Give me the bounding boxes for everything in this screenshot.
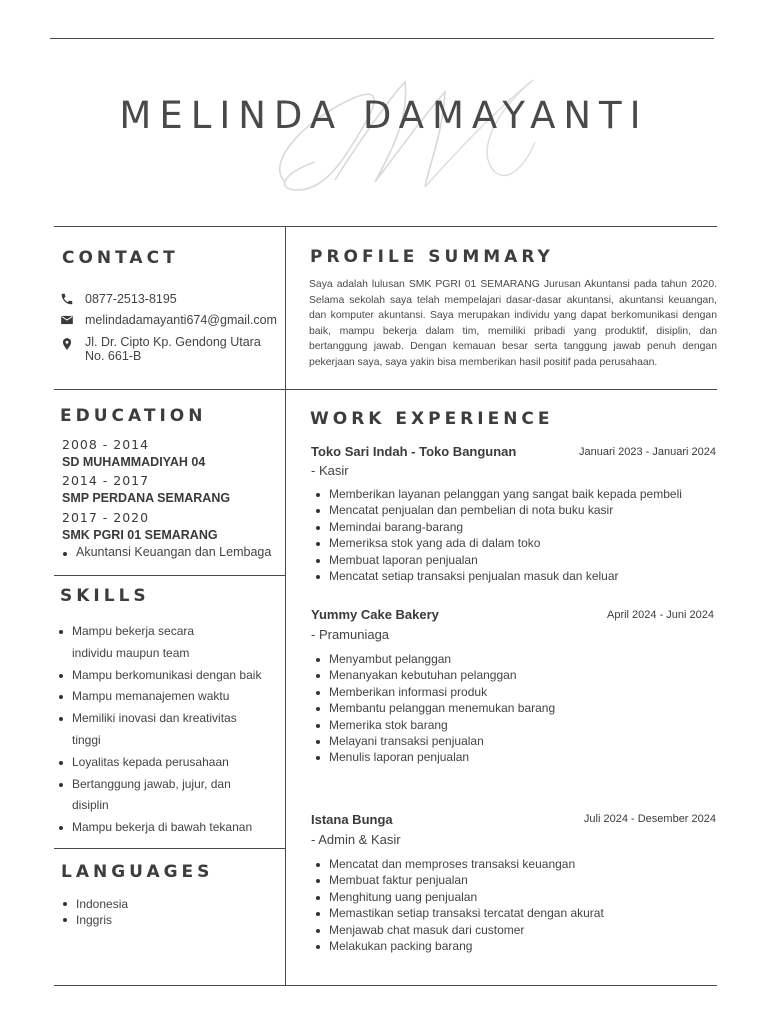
languages-list — [60, 896, 128, 928]
job-role: - Admin & Kasir — [311, 832, 401, 847]
list-item: Mampu berkomunikasi dengan baik — [56, 665, 281, 687]
list-item: Melayani transaksi penjualan — [313, 733, 723, 749]
education-details — [60, 545, 271, 559]
job-company: Istana Bunga — [311, 812, 393, 827]
email-text: melindadamayanti674@gmail.com — [85, 313, 277, 327]
education-years: 2008 - 2014 — [62, 437, 150, 452]
work-title: WORK EXPERIENCE — [310, 409, 554, 429]
list-item: Memerika stok barang — [313, 717, 723, 733]
column-divider — [285, 226, 286, 986]
contact-phone — [60, 292, 177, 306]
list-item: Mampu bekerja di bawah tekanan — [56, 817, 281, 839]
address-line-2: No. 661-B — [85, 348, 142, 363]
left-divider-skills — [54, 848, 285, 849]
contact-address — [60, 336, 261, 363]
job-tasks — [313, 651, 723, 766]
education-school: SD MUHAMMADIYAH 04 — [62, 455, 206, 469]
job-date: Januari 2023 - Januari 2024 — [579, 446, 716, 458]
top-rule — [50, 38, 714, 39]
list-item: Membantu pelanggan menemukan barang — [313, 700, 723, 716]
list-item: Menyambut pelanggan — [313, 651, 723, 667]
languages-title: LANGUAGES — [61, 862, 213, 882]
job-company: Toko Sari Indah - Toko Bangunan — [311, 444, 517, 459]
list-item: Bertanggung jawab, jujur, dan disiplin — [56, 774, 246, 818]
list-item: Membuat laporan penjualan — [313, 552, 723, 568]
list-item: Memastikan setiap transaksi tercatat dengan akurat — [313, 905, 723, 921]
education-years: 2014 - 2017 — [62, 473, 150, 488]
job-role: - Kasir — [311, 463, 349, 478]
list-item: Memeriksa stok yang ada di dalam toko — [313, 535, 723, 551]
job-date: April 2024 - Juni 2024 — [606, 609, 714, 621]
job-company: Yummy Cake Bakery — [311, 607, 439, 622]
education-school: SMP PERDANA SEMARANG — [62, 491, 231, 505]
left-divider-education — [54, 575, 285, 576]
list-item: Indonesia — [60, 896, 128, 912]
phone-text: 0877-2513-8195 — [85, 292, 177, 306]
location-pin-icon — [60, 336, 76, 350]
list-item: Melakukan packing barang — [313, 938, 723, 954]
list-item: Memberikan informasi produk — [313, 684, 723, 700]
job-role: - Pramuniaga — [311, 627, 390, 642]
list-item: Mencatat dan memproses transaksi keuangan — [313, 856, 723, 872]
full-name: MELINDA DAMAYANTI — [119, 94, 649, 137]
right-divider-profile — [285, 389, 717, 390]
list-item: Memindai barang-barang — [313, 519, 723, 535]
job-date: Juli 2024 - Desember 2024 — [583, 813, 716, 825]
list-item: Mampu memanajemen waktu — [56, 686, 281, 708]
address-text — [85, 336, 261, 363]
profile-summary-text: Saya adalah lulusan SMK PGRI 01 SEMARANG Jurusan Akuntansi pada tahun 2020. Selama sekolah saya telah mempelajari dasar-dasar akuntansi, akuntansi keuangan, dan komputer akuntansi. Saya merupakan individu yang dapat berkomunikasi dengan baik, mampu bekerja dalam tim, memiliki pribadi yang produktif, disiplin, dan bertanggung jawab. Dengan kemauan besar serta tanggung jawab penuh dengan pekerjaan saya, saya yakin bisa memberikan hasil positif pada perusahaan. — [309, 279, 717, 368]
list-item: Memberikan layanan pelanggan yang sangat baik kepada pembeli — [313, 486, 723, 502]
job-tasks — [313, 486, 723, 584]
address-line-1: Jl. Dr. Cipto Kp. Gendong Utara — [85, 335, 261, 349]
list-item: Menanyakan kebutuhan pelanggan — [313, 667, 723, 683]
list-item: Membuat faktur penjualan — [313, 872, 723, 888]
list-item: Inggris — [60, 912, 128, 928]
header-divider — [54, 226, 717, 227]
email-icon — [60, 313, 76, 327]
phone-icon — [60, 292, 76, 306]
list-item: Memiliki inovasi dan kreativitas tinggi — [56, 708, 256, 752]
contact-email — [60, 313, 277, 327]
education-title: EDUCATION — [60, 406, 206, 426]
list-item: Akuntansi Keuangan dan Lembaga — [60, 545, 271, 559]
list-item: Mencatat penjualan dan pembelian di nota buku kasir — [313, 502, 723, 518]
list-item: Mampu bekerja secara individu maupun team — [56, 621, 231, 665]
skills-title: SKILLS — [60, 586, 150, 606]
list-item: Menulis laporan penjualan — [313, 749, 723, 765]
education-school: SMK PGRI 01 SEMARANG — [62, 528, 218, 542]
profile-title: PROFILE SUMMARY — [310, 247, 554, 267]
education-years: 2017 - 2020 — [62, 510, 150, 525]
left-divider-contact — [54, 389, 285, 390]
list-item: Loyalitas kepada perusahaan — [56, 752, 281, 774]
skills-list — [56, 621, 281, 839]
list-item: Mencatat setiap transaksi penjualan masuk dan keluar — [313, 568, 723, 584]
list-item: Menjawab chat masuk dari customer — [313, 922, 723, 938]
list-item: Menghitung uang penjualan — [313, 889, 723, 905]
bottom-rule — [54, 985, 717, 986]
contact-title: CONTACT — [62, 248, 179, 268]
job-tasks — [313, 856, 723, 954]
